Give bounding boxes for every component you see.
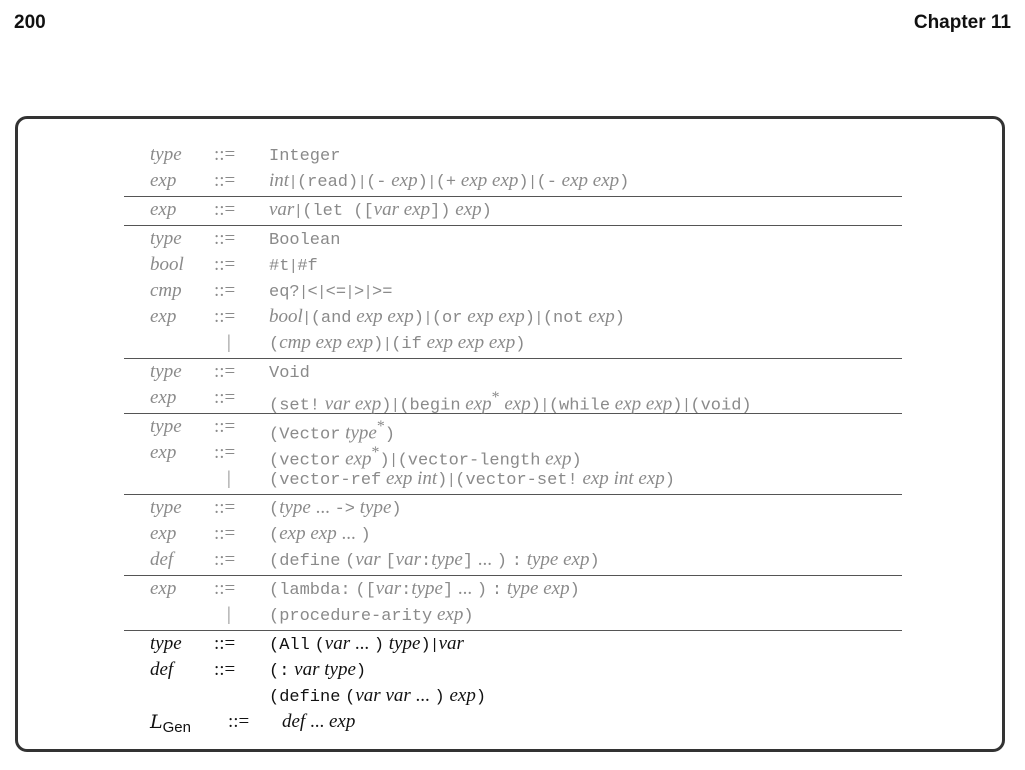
grammar-row (124, 226, 902, 252)
term: exp (498, 306, 525, 327)
produces-symbol: ::= (214, 578, 236, 599)
term: exp (588, 306, 615, 327)
production-rhs (269, 330, 525, 358)
term: exp (563, 549, 590, 570)
keyword: ) (381, 396, 392, 416)
keyword: ) (569, 581, 580, 600)
produces-symbol: ::= (214, 228, 236, 249)
term: var (375, 578, 402, 599)
keyword: ( (355, 581, 366, 600)
keyword: ) (481, 202, 492, 221)
term: exp (561, 170, 589, 191)
term: exp (592, 170, 620, 191)
keyword: ) (391, 500, 402, 519)
keyword: (define (269, 552, 341, 571)
keyword: ) (496, 552, 507, 571)
produces-symbol: ::= (214, 416, 236, 437)
term: exp (545, 448, 572, 470)
production-rhs (269, 304, 625, 332)
keyword: ) (384, 425, 395, 445)
keyword: [ (365, 581, 376, 600)
produces-symbol: ::= (214, 306, 236, 327)
keyword: : (420, 552, 432, 571)
term: int (417, 468, 438, 489)
produces-symbol: ::= (214, 442, 236, 463)
keyword: (if (391, 335, 422, 354)
nonterminal-cmp: cmp (150, 280, 182, 301)
production-rhs (269, 142, 340, 170)
keyword: ) (373, 636, 385, 655)
keyword: <= (325, 283, 347, 302)
term: exp (328, 711, 356, 732)
alt-bar: | (291, 173, 295, 190)
nonterminal-exp: exp (150, 578, 177, 599)
nonterminal-exp: exp (150, 199, 177, 220)
produces-symbol: ::= (214, 659, 236, 680)
section-loops (124, 359, 902, 414)
alt-bar: | (391, 451, 396, 469)
keyword: ( (345, 552, 356, 571)
section-booleans (124, 226, 902, 359)
production-rhs (269, 226, 340, 254)
grammar-row (124, 385, 902, 416)
nonterminal-type: type (150, 416, 182, 437)
produces-symbol: ::= (228, 711, 250, 732)
term: type (279, 497, 311, 518)
keyword: ) (355, 662, 367, 681)
keyword: : (401, 581, 412, 600)
alt-bar: | (301, 283, 306, 300)
production-rhs (269, 602, 474, 630)
keyword: -> (334, 500, 356, 519)
alt-bar: | (684, 396, 689, 414)
keyword: ) (360, 526, 371, 545)
alt-bar: | (360, 173, 365, 190)
ellipsis: ... (477, 549, 493, 570)
keyword: (procedure-arity (269, 607, 433, 626)
production-rhs (269, 521, 371, 549)
section-generics (124, 631, 902, 737)
keyword: ]) (430, 202, 451, 221)
keyword: (- (536, 173, 557, 192)
nonterminal-exp: exp (150, 170, 177, 191)
term: type (324, 659, 356, 680)
term: exp (391, 170, 418, 191)
keyword: > (353, 283, 365, 302)
keyword: (vector-set! (455, 471, 578, 490)
alt-bar: | (536, 309, 541, 326)
term: int (269, 170, 290, 191)
chapter-title: Chapter 11 (913, 12, 1011, 33)
produces-symbol: ::= (214, 523, 236, 544)
keyword: ) (619, 173, 630, 192)
keyword: (set! (269, 396, 321, 416)
grammar-row (124, 521, 902, 547)
keyword: (Vector (269, 425, 341, 445)
keyword: (define (269, 688, 341, 707)
term: type (526, 549, 559, 570)
keyword: ) (664, 471, 675, 490)
keyword: ) (437, 471, 448, 490)
keyword: ( (269, 335, 280, 354)
keyword: (vector-length (397, 451, 541, 471)
alt-bar: | (304, 309, 309, 326)
keyword: ) (672, 396, 683, 416)
page-number: 200 (14, 12, 46, 33)
term: var (438, 633, 464, 654)
grammar-row (124, 278, 902, 304)
term: var (385, 685, 411, 706)
term: exp (449, 685, 476, 706)
alt-bar: | (432, 636, 437, 653)
keyword: (not (542, 309, 584, 328)
keyword: Void (269, 364, 310, 383)
term: var (324, 633, 351, 654)
nonterminal-exp: exp (150, 523, 177, 544)
term: exp (436, 604, 464, 625)
grammar-row (124, 547, 902, 573)
keyword: ) (413, 309, 424, 328)
production-rhs (269, 631, 464, 659)
production-rhs (269, 547, 600, 575)
section-functions (124, 495, 902, 576)
keyword: (vector-ref (269, 471, 382, 490)
term: exp (457, 332, 485, 353)
section-vectors (124, 414, 902, 495)
keyword: (All (269, 636, 310, 655)
kleene-star: * (491, 389, 500, 406)
produces-symbol: ::= (214, 387, 236, 408)
keyword: ) (518, 173, 529, 192)
produces-symbol: ::= (214, 549, 236, 570)
grammar-row (124, 142, 902, 168)
keyword: ) (614, 309, 625, 328)
term: exp (385, 468, 413, 489)
term: var (395, 549, 421, 570)
keyword: ( (269, 526, 280, 545)
term: type (359, 497, 392, 518)
ellipsis: ... (354, 633, 370, 654)
alt-bar: | (348, 283, 352, 300)
term: exp (346, 332, 374, 353)
grammar-row (124, 602, 902, 628)
grammar-row (124, 197, 902, 223)
grammar-table (124, 142, 902, 737)
production-rhs (269, 278, 392, 306)
term: int (613, 468, 634, 489)
production-rhs (269, 197, 492, 225)
ellipsis: ... (457, 578, 473, 599)
alt-bar: | (296, 202, 301, 219)
keyword: (and (310, 309, 352, 328)
keyword: ) (463, 607, 474, 626)
alt-bar: | (530, 173, 535, 190)
keyword: (lambda: (269, 581, 351, 600)
term: exp (387, 306, 414, 327)
grammar-row (124, 631, 902, 657)
term: exp (638, 468, 665, 489)
term: exp (582, 468, 609, 489)
grammar-row (124, 359, 902, 385)
keyword: >= (372, 283, 393, 302)
grammar-row (124, 495, 902, 521)
keyword: : (491, 581, 503, 600)
keyword: ) (373, 335, 384, 354)
nonterminal-exp: exp (150, 442, 177, 463)
term: exp (315, 332, 342, 353)
alt-bar: | (385, 335, 390, 352)
grammar-row (124, 466, 902, 492)
production-rhs (269, 359, 310, 387)
keyword: (or (431, 309, 463, 328)
term: var (373, 199, 399, 220)
keyword: (let ([ (302, 202, 374, 221)
nonterminal-exp: exp (150, 387, 177, 408)
term: exp (345, 448, 372, 470)
kleene-star: * (376, 418, 385, 435)
keyword: ) (589, 552, 600, 571)
keyword: (void) (690, 396, 752, 416)
produces-symbol: ::= (214, 254, 236, 275)
keyword: ) (475, 688, 487, 707)
keyword: ) (420, 636, 431, 655)
alt-bar: | (366, 283, 371, 300)
keyword: ( (314, 636, 325, 655)
keyword: ) (434, 688, 445, 707)
keyword: #f (297, 257, 318, 276)
term: exp (465, 393, 492, 415)
section-integers (124, 142, 902, 197)
alt-bar: | (291, 257, 296, 274)
keyword: ( (269, 500, 280, 519)
keyword: (+ (435, 173, 457, 192)
alt-bar: | (227, 604, 231, 625)
term: bool (269, 306, 303, 327)
keyword: (- (366, 173, 387, 192)
term: exp (645, 393, 673, 415)
kleene-star: * (371, 444, 380, 461)
grammar-row (124, 440, 902, 471)
ellipsis: ... (309, 711, 325, 732)
grammar-row (124, 304, 902, 330)
keyword: eq? (269, 283, 300, 302)
term: type (506, 578, 539, 599)
keyword: ) (476, 581, 488, 600)
keyword: [ (385, 552, 396, 571)
keyword: (begin (399, 396, 461, 416)
nonterminal-type: type (150, 361, 182, 382)
production-rhs (269, 683, 486, 711)
keyword: ] (462, 552, 474, 571)
term: exp (460, 170, 488, 191)
production-rhs (269, 168, 629, 196)
keyword: ) (515, 335, 526, 354)
keyword: (: (269, 662, 290, 681)
grammar-row (124, 414, 902, 445)
term: exp (504, 393, 531, 415)
keyword: Integer (269, 147, 341, 166)
keyword: ] (442, 581, 454, 600)
section-variables (124, 197, 902, 226)
term: exp (455, 199, 482, 220)
term: exp (279, 523, 306, 544)
grammar-row (124, 252, 902, 278)
term: exp (614, 393, 642, 415)
alt-bar: | (227, 332, 231, 353)
keyword: (while (548, 396, 611, 416)
term: exp (467, 306, 494, 327)
term: var (269, 199, 295, 220)
production-rhs (269, 466, 675, 494)
produces-symbol: ::= (214, 199, 236, 220)
nonterminal-type: type (150, 633, 182, 654)
term: exp (310, 523, 337, 544)
ellipsis: ... (415, 685, 430, 706)
term: def (282, 711, 306, 732)
language-subscript: Gen (162, 719, 191, 736)
term: type (411, 578, 443, 599)
nonterminal-type: type (150, 144, 182, 165)
alt-bar: | (449, 471, 454, 488)
keyword: (read) (296, 173, 359, 192)
alt-bar: | (425, 309, 430, 326)
section-lambda (124, 576, 902, 631)
production-rhs (269, 657, 366, 685)
term: type (431, 549, 463, 570)
grammar-row (124, 168, 902, 194)
term: var (324, 393, 351, 415)
term: exp (492, 170, 519, 191)
grammar-row (124, 657, 902, 683)
language-name (150, 709, 191, 741)
production-rhs (269, 252, 318, 280)
keyword: (vector (269, 451, 341, 471)
production-rhs (282, 709, 355, 735)
term: exp (403, 199, 431, 220)
term: var (355, 685, 381, 706)
produces-symbol: ::= (214, 361, 236, 382)
keyword: Boolean (269, 231, 341, 250)
nonterminal-exp: exp (150, 306, 177, 327)
term: exp (356, 306, 383, 327)
term: var (294, 659, 320, 680)
nonterminal-def: def (150, 549, 174, 570)
keyword: ) (417, 173, 428, 192)
keyword: ( (345, 688, 356, 707)
nonterminal-def: def (150, 659, 174, 680)
term: exp (543, 578, 570, 599)
alt-bar: | (393, 396, 398, 414)
nonterminal-bool: bool (150, 254, 184, 275)
term: exp (354, 393, 382, 415)
alt-bar: | (227, 468, 231, 489)
keyword: ) (530, 396, 541, 416)
term: exp (488, 332, 516, 353)
grammar-row (124, 330, 902, 356)
keyword: ) (571, 451, 582, 471)
production-rhs (269, 576, 580, 604)
alt-bar: | (319, 283, 324, 300)
produces-symbol: ::= (214, 280, 236, 301)
grammar-row (124, 709, 902, 735)
produces-symbol: ::= (214, 144, 236, 165)
nonterminal-type: type (150, 228, 182, 249)
keyword: ) (524, 309, 535, 328)
grammar-row (124, 683, 902, 709)
production-rhs (269, 495, 402, 523)
ellipsis: ... (341, 523, 356, 544)
nonterminal-type: type (150, 497, 182, 518)
term: type (388, 633, 421, 654)
ellipsis: ... (315, 497, 330, 518)
language-letter: L (150, 711, 163, 733)
keyword: < (307, 283, 318, 302)
keyword: ) (379, 451, 390, 471)
keyword: #t (269, 257, 290, 276)
produces-symbol: ::= (214, 633, 236, 654)
term: var (355, 549, 381, 570)
produces-symbol: ::= (214, 170, 236, 191)
keyword: : (511, 552, 522, 571)
term: exp (426, 332, 453, 353)
alt-bar: | (429, 173, 434, 190)
term: cmp (279, 332, 311, 353)
produces-symbol: ::= (214, 497, 236, 518)
term: type (345, 422, 377, 444)
alt-bar: | (542, 396, 547, 414)
grammar-row (124, 576, 902, 602)
